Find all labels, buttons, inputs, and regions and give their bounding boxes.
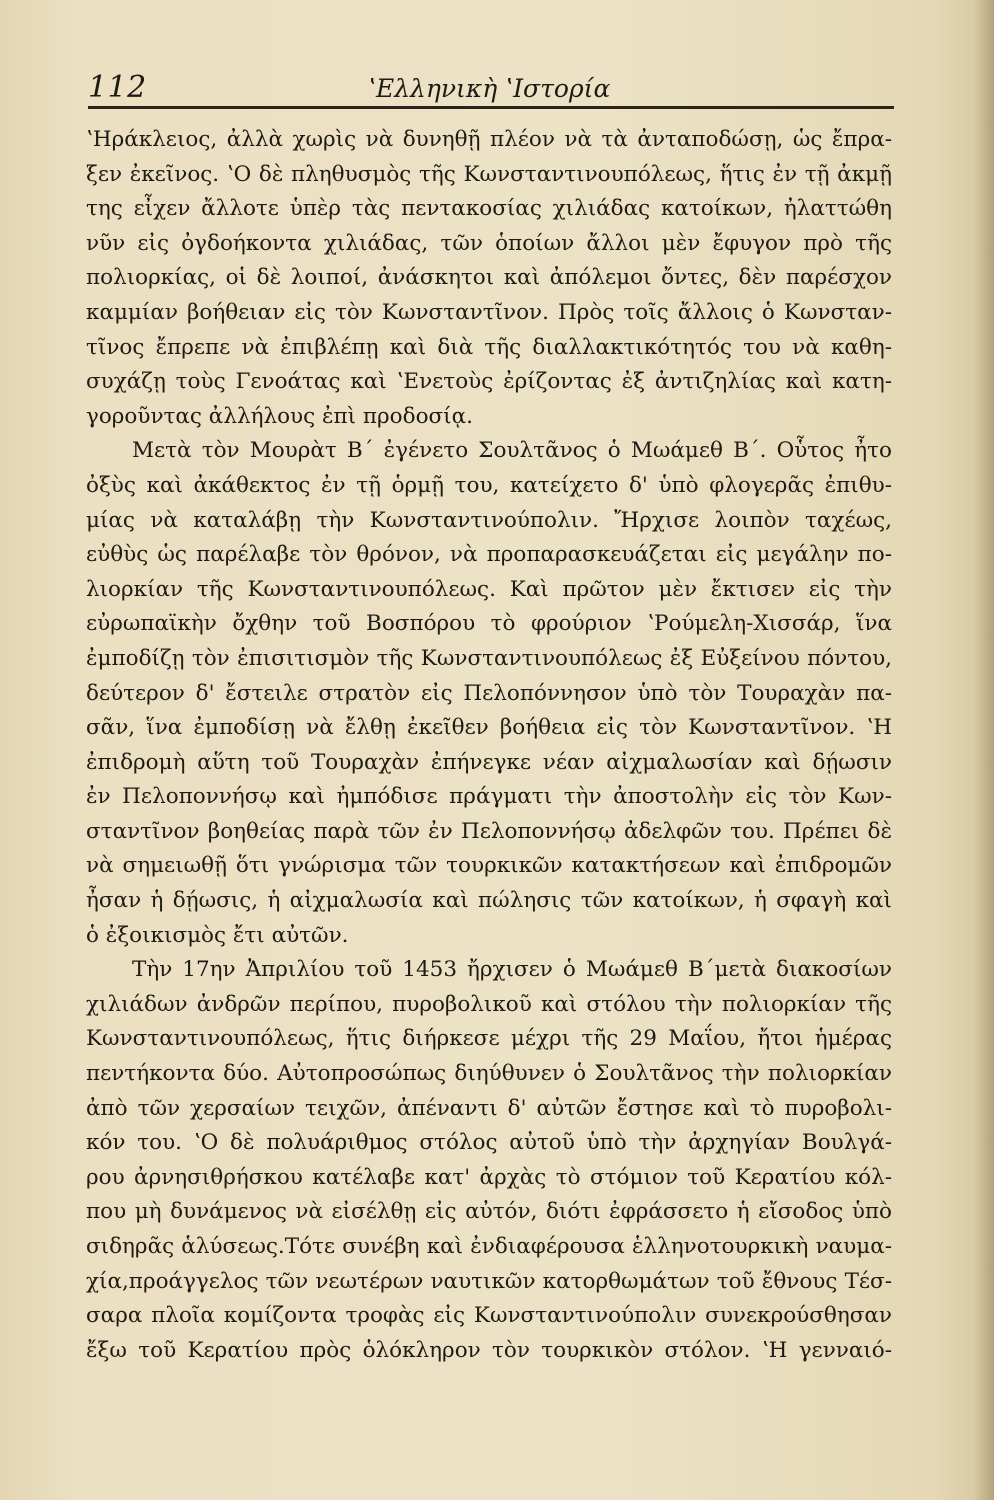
text-line: ἔξω τοῦ Κερατίου πρὸς ὁλόκληρον τὸν τουρκικὸν στόλον. ʽΗ γενναιό- [86,1337,892,1363]
running-title: ʽΕλληνικὴ ʽΙστορία [368,74,611,103]
text-line: σαρα πλοῖα κομίζοντα τροφὰς εἰς Κωνσταντινούπολιν συνεκρούσθησαν [86,1303,892,1329]
text-line: μίας νὰ καταλάβῃ τὴν Κωνσταντινούπολιν. Ἤρχισε λοιπὸν ταχέως, [86,507,892,533]
page-header [88,66,898,106]
text-line: ξεν ἐκεῖνος. ʽΟ δὲ πληθυσμὸς τῆς Κωνσταντινουπόλεως, ἥτις ἐν τῇ ἀκμῇ [86,161,892,187]
text-line: ὀξὺς καὶ ἀκάθεκτος ἐν τῇ ὁρμῇ του, κατείχετο δ' ὑπὸ φλογερᾶς ἐπιθυ- [86,472,892,498]
text-line: χιλιάδων ἀνδρῶν περίπου, πυροβολικοῦ καὶ στόλου τὴν πολιορκίαν τῆς [86,991,892,1017]
page-edge-shadow [974,0,994,1500]
text-line: Κωνσταντινουπόλεως, ἥτις διήρκεσε μέχρι τῆς 29 Μαΐου, ἤτοι ἡμέρας [86,1026,892,1052]
text-line: καμμίαν βοήθειαν εἰς τὸν Κωνσταντῖνον. Πρὸς τοῖς ἄλλοις ὁ Κωνσταν- [86,299,892,325]
text-line: ρου ἀρνησιθρήσκου κατέλαβε κατ' ἀρχὰς τὸ στόμιον τοῦ Κερατίου κόλ- [86,1164,892,1190]
text-line: κόν του. ʽΟ δὲ πολυάριθμος στόλος αὐτοῦ ὑπὸ τὴν ἀρχηγίαν Βουλγά- [86,1130,892,1156]
text-line: συχάζῃ τοὺς Γενοάτας καὶ ʽΕνετοὺς ἐρίζοντας ἐξ ἀντιζηλίας καὶ κατη- [86,369,892,395]
text-line: νῦν εἰς ὀγδοήκοντα χιλιάδας, τῶν ὁποίων ἄλλοι μὲν ἔφυγον πρὸ τῆς [86,230,892,256]
text-line: ἦσαν ἡ δῄωσις, ἡ αἰχμαλωσία καὶ πώλησις τῶν κατοίκων, ἡ σφαγὴ καὶ [86,888,892,914]
text-line: σᾶν, ἵνα ἐμποδίσῃ νὰ ἔλθῃ ἐκεῖθεν βοήθεια εἰς τὸν Κωνσταντῖνον. ʽΗ [86,715,892,741]
text-line: γοροῦντας ἀλλήλους ἐπὶ προδοσίᾳ. [86,403,473,429]
text-line: σταντῖνον βοηθείας παρὰ τῶν ἐν Πελοποννήσῳ ἀδελφῶν του. Πρέπει δὲ [86,818,892,844]
text-line: Μετὰ τὸν Μουρὰτ Β΄ ἐγένετο Σουλτᾶνος ὁ Μωάμεθ Β΄. Οὗτος ἦτο [132,438,892,464]
text-line: εὐρωπαϊκὴν ὄχθην τοῦ Βοσπόρου τὸ φρούριον ʽΡούμελη-Χισσάρ, ἵνα [86,611,892,637]
text-line: ʽΗράκλειος, ἀλλὰ χωρὶς νὰ δυνηθῇ πλέον νὰ τὰ ἀνταποδώσῃ, ὡς ἔπρα- [86,127,892,152]
text-line: ἀπὸ τῶν χερσαίων τειχῶν, ἀπέναντι δ' αὐτῶν ἔστησε καὶ τὸ πυροβολι- [86,1095,892,1121]
text-line: εὐθὺς ὡς παρέλαβε τὸν θρόνον, νὰ προπαρασκευάζεται εἰς μεγάλην πο- [86,542,892,568]
text-line: ἐν Πελοποννήσῳ καὶ ἠμπόδισε πράγματι τὴν ἀποστολὴν εἰς τὸν Κων- [86,784,892,810]
text-line: λιορκίαν τῆς Κωνσταντινουπόλεως. Καὶ πρῶτον μὲν ἔκτισεν εἰς τὴν [86,576,892,602]
text-line: ὁ ἐξοικισμὸς ἔτι αὐτῶν. [86,922,349,948]
text-line: Τὴν 17ην Ἀπριλίου τοῦ 1453 ἤρχισεν ὁ Μωάμεθ Β΄μετὰ διακοσίων [132,957,892,983]
header-rule [88,106,894,109]
text-line: πολιορκίας, οἱ δὲ λοιποί, ἀνάσκητοι καὶ ἀπόλεμοι ὄντες, δὲν παρέσχον [86,265,892,291]
text-line: ἐπιδρομὴ αὕτη τοῦ Τουραχὰν ἐπήνεγκε νέαν αἰχμαλωσίαν καὶ δῄωσιν [86,749,892,775]
text-line: τῖνος ἔπρεπε νὰ ἐπιβλέπῃ καὶ διὰ τῆς διαλλακτικότητός του νὰ καθη- [86,334,892,360]
text-line: που μὴ δυνάμενος νὰ εἰσέλθῃ εἰς αὐτόν, διότι ἐφράσσετο ἡ εἴσοδος ὑπὸ [86,1199,892,1225]
text-line: δεύτερον δ' ἔστειλε στρατὸν εἰς Πελοπόννησον ὑπὸ τὸν Τουραχὰν πα- [86,680,892,706]
body-text [86,123,892,1368]
text-line: νὰ σημειωθῇ ὅτι γνώρισμα τῶν τουρκικῶν κατακτήσεων καὶ ἐπιδρομῶν [86,853,892,879]
text-line: χία,προάγγελος τῶν νεωτέρων ναυτικῶν κατορθωμάτων τοῦ ἔθνους Τέσ- [86,1268,892,1294]
text-line: ἐμποδίζῃ τὸν ἐπισιτισμὸν τῆς Κωνσταντινουπόλεως ἐξ Εὐξείνου πόντου, [86,645,892,671]
page-number: 112 [88,70,147,105]
text-line: της εἶχεν ἄλλοτε ὑπὲρ τὰς πεντακοσίας χιλιάδας κατοίκων, ἠλαττώθη [86,196,892,222]
text-line: σιδηρᾶς ἁλύσεως.Τότε συνέβη καὶ ἐνδιαφέρουσα ἑλληνοτουρκικὴ ναυμα- [86,1234,892,1259]
text-line: πεντήκοντα δύο. Αὐτοπροσώπως διηύθυνεν ὁ Σουλτᾶνος τὴν πολιορκίαν [86,1061,892,1087]
